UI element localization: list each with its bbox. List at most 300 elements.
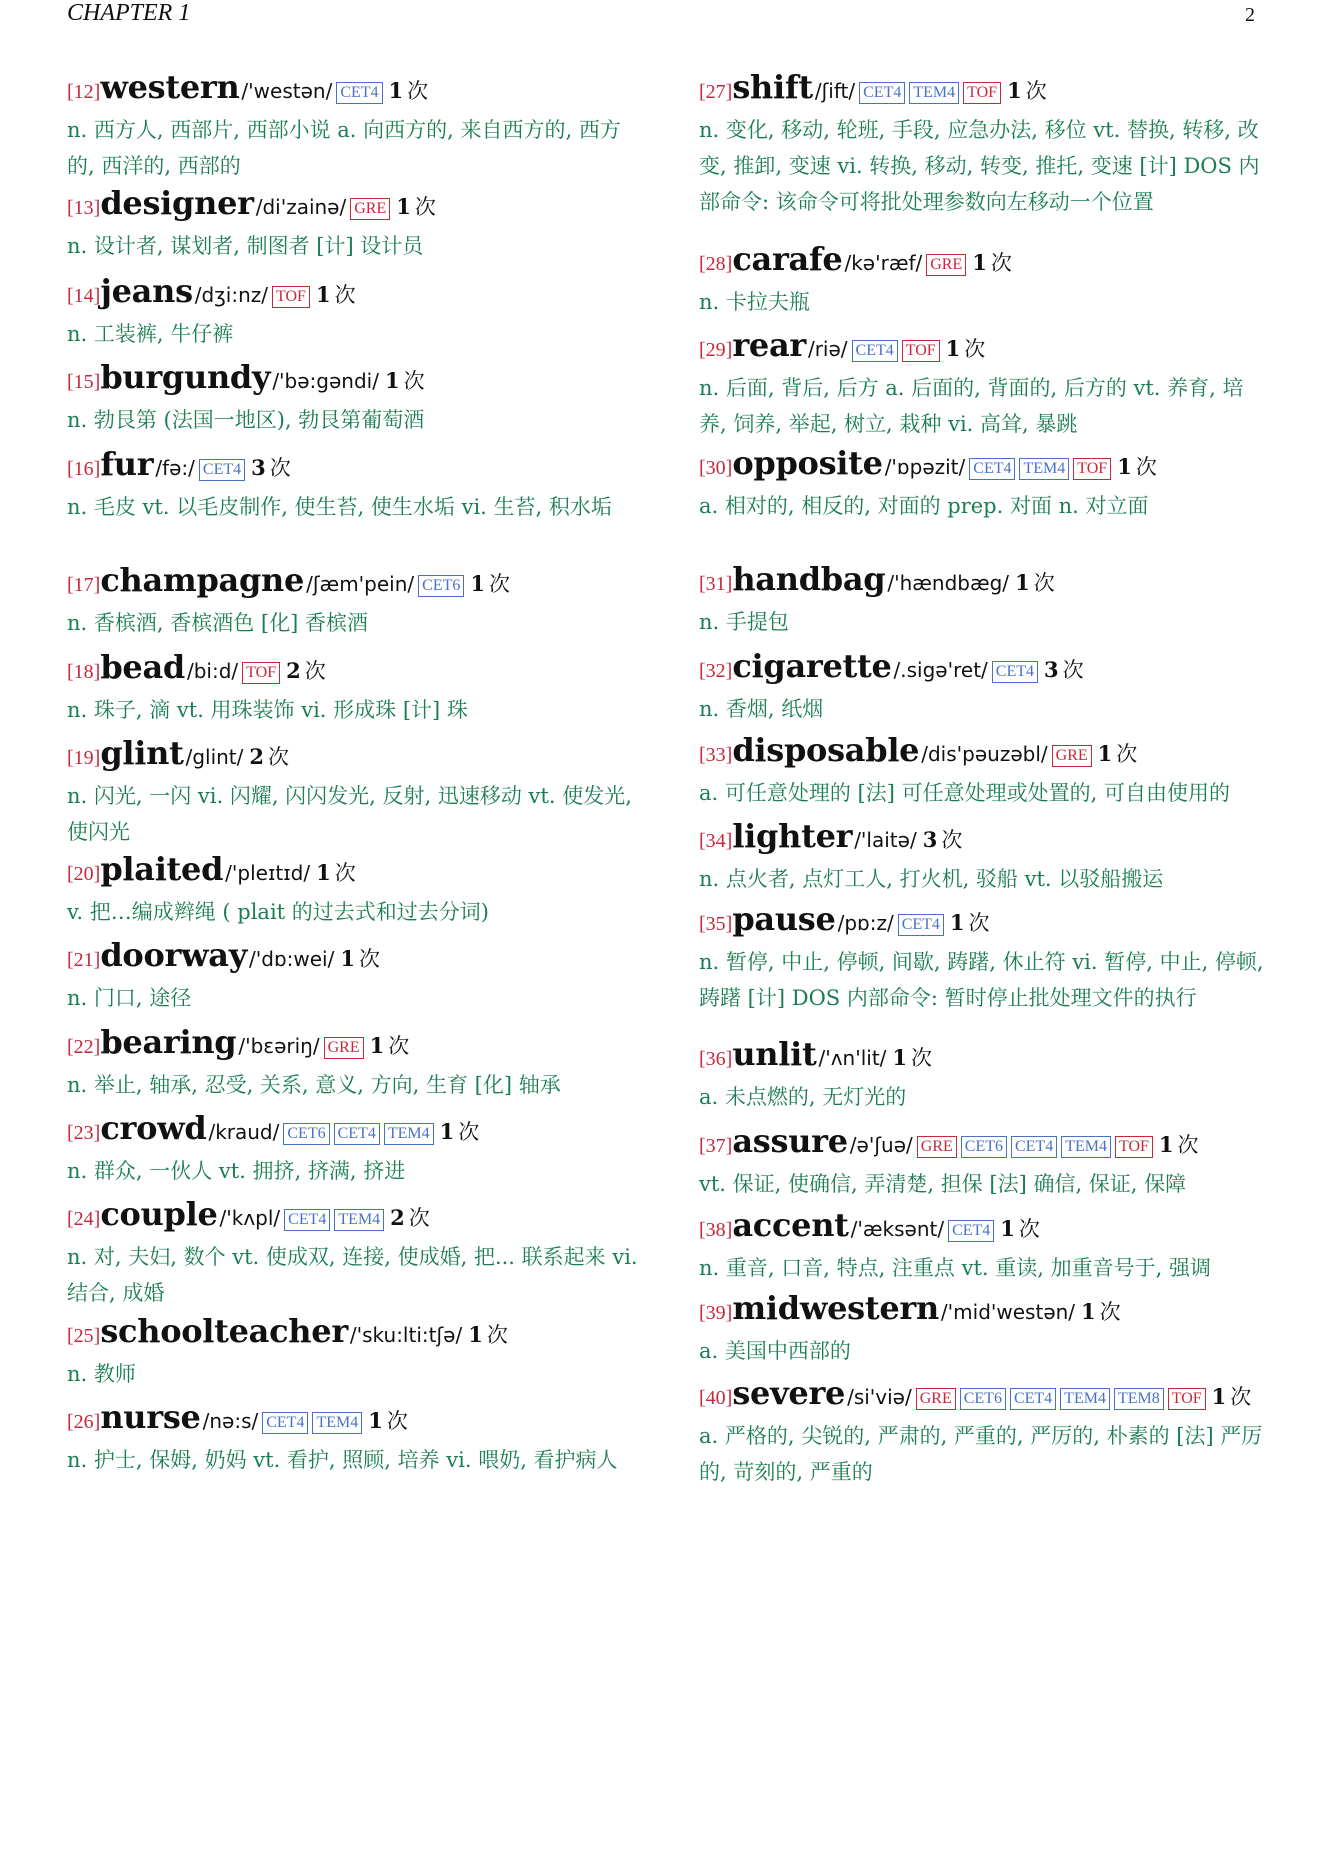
phonetic: /'bə:gəndi/ [272, 369, 379, 393]
entry-head [699, 647, 1271, 691]
frequency-count: 1 [949, 910, 965, 935]
headword: cigarette [732, 647, 892, 685]
exam-tag: GRE [1052, 745, 1092, 767]
headword: pause [732, 900, 836, 938]
entry-index: [21] [67, 949, 101, 971]
exam-tag: GRE [926, 254, 966, 276]
definition: n. 香槟酒, 香槟酒色 [化] 香槟酒 [67, 611, 368, 635]
phonetic: /fə:/ [155, 456, 195, 480]
frequency-count: 1 [340, 946, 355, 971]
frequency-count: 1 [892, 1045, 908, 1070]
exam-tag: TEM4 [1019, 458, 1069, 480]
entry-index: [31] [699, 573, 733, 595]
frequency-unit: 次 [1033, 571, 1055, 595]
entry-head [67, 1312, 639, 1356]
definition: a. 未点燃的, 无灯光的 [699, 1085, 907, 1109]
exam-tag: CET4 [1010, 1388, 1056, 1410]
exam-tag: CET4 [284, 1209, 330, 1231]
frequency-unit: 次 [486, 1323, 508, 1347]
definition: n. 手提包 [699, 610, 789, 634]
definition: a. 可任意处理的 [法] 可任意处理或处置的, 可自由使用的 [699, 781, 1230, 805]
vocab-entry [699, 900, 1271, 1016]
headword: nurse [100, 1398, 201, 1436]
frequency-unit: 次 [1177, 1133, 1199, 1157]
exam-tag: CET4 [859, 82, 905, 104]
vocab-entry [67, 272, 639, 352]
frequency-unit: 次 [990, 251, 1012, 275]
exam-tag: CET4 [334, 1123, 380, 1145]
headword: doorway [100, 936, 248, 974]
headword: western [100, 68, 240, 106]
exam-tag: CET4 [948, 1220, 994, 1242]
definition: n. 门口, 途径 [67, 986, 192, 1010]
vocab-entry [67, 68, 639, 184]
definition: n. 护士, 保姆, 奶妈 vt. 看护, 照顾, 培养 vi. 喂奶, 看护病人 [67, 1448, 618, 1472]
entry-head [699, 444, 1271, 488]
frequency [385, 369, 425, 393]
definition: n. 变化, 移动, 轮班, 手段, 应急办法, 移位 vt. 替换, 转移, 改变, 推卸, 变速 vi. 转换, 移动, 转变, 推托, 变速 [计] DOS 内部命令: 该命令可将批处理参数向左移动一个位置 [699, 118, 1260, 214]
vocab-entry [67, 1023, 639, 1103]
frequency-unit: 次 [1116, 742, 1138, 766]
exam-tag: CET4 [1011, 1136, 1057, 1158]
vocab-entry [699, 326, 1271, 442]
vocab-entry [67, 648, 639, 728]
frequency-unit: 次 [414, 195, 436, 219]
entry-index: [19] [67, 747, 101, 769]
headword: glint [100, 734, 184, 772]
entry-index: [23] [67, 1122, 101, 1144]
frequency [1117, 455, 1157, 479]
headword: assure [732, 1122, 848, 1160]
vocab-entry [67, 561, 639, 641]
headword: bead [100, 648, 185, 686]
definition: n. 香烟, 纸烟 [699, 697, 824, 721]
phonetic: /'bɛəriŋ/ [238, 1034, 320, 1058]
entry-head [699, 1374, 1271, 1418]
entry-index: [15] [67, 371, 101, 393]
definition: n. 珠子, 滴 vt. 用珠装饰 vi. 形成珠 [计] 珠 [67, 698, 468, 722]
exam-tag: CET4 [969, 458, 1015, 480]
phonetic: /'hændbæg/ [887, 571, 1010, 595]
entry-index: [40] [699, 1387, 733, 1409]
vocab-entry [699, 68, 1271, 220]
definition: n. 对, 夫妇, 数个 vt. 使成双, 连接, 使成婚, 把... 联系起来 vi. 结合, 成婚 [67, 1245, 638, 1305]
entry-head [699, 1206, 1271, 1250]
entry-head [699, 1122, 1271, 1166]
phonetic: /dʒi:nz/ [194, 283, 268, 307]
entry-index: [27] [699, 81, 733, 103]
definition: n. 群众, 一伙人 vt. 拥挤, 挤满, 挤进 [67, 1159, 406, 1183]
vocab-entry [699, 240, 1271, 320]
vocab-entry [67, 1195, 639, 1311]
frequency-count: 1 [396, 194, 411, 219]
frequency [316, 283, 356, 307]
vocab-entry [699, 1035, 1271, 1115]
exam-tag: CET6 [961, 1136, 1007, 1158]
definition: n. 暂停, 中止, 停顿, 间歇, 踌躇, 休止符 vi. 暂停, 中止, 停顿, 踌躇 [计] DOS 内部命令: 暂时停止批处理文件的执行 [699, 950, 1264, 1010]
definition: n. 举止, 轴承, 忍受, 关系, 意义, 方向, 生育 [化] 轴承 [67, 1073, 561, 1097]
definition: n. 西方人, 西部片, 西部小说 a. 向西方的, 来自西方的, 西方的, 西洋的, 西部的 [67, 118, 621, 178]
definition: vt. 保证, 使确信, 弄清楚, 担保 [法] 确信, 保证, 保障 [699, 1172, 1187, 1196]
vocab-entry [699, 1206, 1271, 1286]
vocab-entry [699, 647, 1271, 727]
frequency-count: 1 [1158, 1132, 1174, 1157]
entry-head [67, 561, 639, 605]
frequency [316, 861, 356, 885]
headword: bearing [100, 1023, 237, 1061]
headword: severe [732, 1374, 846, 1412]
exam-tag: GRE [350, 198, 390, 220]
frequency-unit: 次 [1230, 1385, 1252, 1409]
entry-index: [39] [699, 1302, 733, 1324]
exam-tag: TOF [1073, 458, 1111, 480]
vocab-entry [699, 444, 1271, 524]
frequency [1007, 79, 1047, 103]
entry-head [699, 817, 1271, 861]
frequency [1000, 1217, 1040, 1241]
frequency-count: 1 [388, 78, 404, 103]
frequency-count: 1 [315, 282, 331, 307]
frequency-unit: 次 [1135, 455, 1157, 479]
headword: rear [732, 326, 806, 364]
exam-tag: TEM4 [384, 1123, 434, 1145]
frequency-count: 1 [1097, 741, 1113, 766]
frequency-count: 1 [316, 860, 331, 885]
entry-index: [13] [67, 197, 101, 219]
frequency-unit: 次 [1062, 658, 1084, 682]
definition: n. 卡拉夫瓶 [699, 290, 810, 314]
frequency-count: 1 [369, 1033, 385, 1058]
frequency-unit: 次 [964, 337, 986, 361]
frequency-count: 1 [470, 571, 485, 596]
exam-tag: CET4 [898, 914, 944, 936]
exam-tag: CET6 [283, 1123, 329, 1145]
vocab-entry [67, 1109, 639, 1189]
phonetic: /kraud/ [208, 1120, 280, 1144]
phonetic: /dis'pəuzəbl/ [921, 742, 1048, 766]
frequency-count: 1 [384, 368, 400, 393]
entry-head [67, 850, 639, 894]
entry-index: [24] [67, 1208, 101, 1230]
frequency-unit: 次 [407, 79, 429, 103]
entry-index: [37] [699, 1135, 733, 1157]
frequency-count: 1 [1211, 1384, 1227, 1409]
frequency [1212, 1385, 1252, 1409]
headword: unlit [732, 1035, 817, 1073]
frequency [923, 828, 963, 852]
vocab-entry [67, 1398, 639, 1478]
chapter-label: CHAPTER 1 [67, 0, 191, 26]
exam-tag: TOF [902, 340, 940, 362]
entry-head [67, 734, 639, 778]
frequency-count: 1 [1081, 1299, 1096, 1324]
phonetic: /ʃæm'pein/ [306, 572, 415, 596]
entry-index: [29] [699, 339, 733, 361]
exam-tag: TOF [242, 662, 280, 684]
frequency [950, 911, 990, 935]
frequency [249, 745, 289, 769]
frequency-unit: 次 [269, 456, 291, 480]
entry-head [67, 1109, 639, 1153]
phonetic: /'ʌn'lit/ [818, 1046, 887, 1070]
phonetic: /'mid'westən/ [940, 1300, 1076, 1324]
exam-tag: TEM4 [312, 1412, 362, 1434]
entry-index: [16] [67, 458, 101, 480]
frequency [390, 1206, 430, 1230]
frequency-count: 2 [390, 1205, 405, 1230]
frequency-count: 3 [1044, 657, 1059, 682]
headword: couple [100, 1195, 218, 1233]
definition: n. 勃艮第 (法国一地区), 勃艮第葡萄酒 [67, 408, 425, 432]
entry-head [699, 1035, 1271, 1079]
frequency-unit: 次 [268, 745, 290, 769]
entry-head [67, 936, 639, 980]
frequency [1098, 742, 1138, 766]
entry-head [699, 731, 1271, 775]
entry-head [699, 1289, 1271, 1333]
frequency-unit: 次 [388, 1034, 410, 1058]
headword: lighter [732, 817, 853, 855]
definition: n. 工装裤, 牛仔裤 [67, 322, 234, 346]
frequency [340, 947, 380, 971]
frequency [251, 456, 291, 480]
page-header [67, 0, 1255, 30]
phonetic: /'laitə/ [854, 828, 917, 852]
entry-index: [30] [699, 457, 733, 479]
phonetic: /ʃift/ [814, 79, 856, 103]
definition: n. 后面, 背后, 后方 a. 后面的, 背面的, 后方的 vt. 养育, 培养, 饲养, 举起, 树立, 栽种 vi. 高耸, 暴跳 [699, 376, 1244, 436]
entry-head [699, 900, 1271, 944]
entry-head [67, 358, 639, 402]
vocab-entry [699, 731, 1271, 811]
entry-head [67, 1398, 639, 1442]
frequency-unit: 次 [386, 1409, 408, 1433]
frequency-unit: 次 [941, 828, 963, 852]
entry-head [67, 648, 639, 692]
entry-head [699, 560, 1271, 604]
entry-head [67, 445, 639, 489]
headword: fur [100, 445, 154, 483]
entry-head [67, 68, 639, 112]
vocab-entry [67, 358, 639, 438]
exam-tag: TOF [1115, 1136, 1153, 1158]
definition: a. 美国中西部的 [699, 1339, 851, 1363]
frequency [370, 1034, 410, 1058]
frequency [946, 337, 986, 361]
frequency-count: 1 [1015, 570, 1030, 595]
definition: n. 教师 [67, 1362, 136, 1386]
exam-tag: GRE [324, 1037, 364, 1059]
phonetic: /bi:d/ [186, 659, 239, 683]
vocab-entry [67, 850, 639, 930]
headword: midwestern [732, 1289, 939, 1327]
frequency-count: 1 [368, 1408, 383, 1433]
phonetic: /nə:s/ [202, 1409, 259, 1433]
vocab-entry [67, 936, 639, 1016]
phonetic: /'ɒpəzit/ [884, 455, 966, 479]
frequency [1159, 1133, 1199, 1157]
frequency-unit: 次 [334, 283, 356, 307]
entry-index: [38] [699, 1219, 733, 1241]
headword: plaited [100, 850, 224, 888]
phonetic: /di'zainə/ [255, 195, 347, 219]
headword: handbag [732, 560, 886, 598]
definition: n. 闪光, 一闪 vi. 闪耀, 闪闪发光, 反射, 迅速移动 vt. 使发光, 使闪光 [67, 784, 632, 844]
vocab-entry [699, 1289, 1271, 1369]
exam-tag: TEM8 [1114, 1388, 1164, 1410]
exam-tag: CET4 [262, 1412, 308, 1434]
exam-tag: CET6 [418, 575, 464, 597]
phonetic: /glint/ [185, 745, 244, 769]
phonetic: /si'viə/ [847, 1385, 912, 1409]
phonetic: /pɒ:z/ [837, 911, 894, 935]
entry-head [699, 68, 1271, 112]
phonetic: /.sigə'ret/ [893, 658, 988, 682]
vocab-entry [67, 734, 639, 850]
frequency-unit: 次 [403, 369, 425, 393]
definition: n. 点火者, 点灯工人, 打火机, 驳船 vt. 以驳船搬运 [699, 867, 1164, 891]
definition: a. 严格的, 尖锐的, 严肃的, 严重的, 严厉的, 朴素的 [法] 严厉的, 苛刻的, 严重的 [699, 1424, 1263, 1484]
headword: opposite [732, 444, 883, 482]
frequency-unit: 次 [911, 1046, 933, 1070]
frequency-unit: 次 [358, 947, 380, 971]
frequency-count: 1 [1117, 454, 1132, 479]
phonetic: /'westən/ [241, 79, 333, 103]
entry-index: [12] [67, 81, 101, 103]
frequency [468, 1323, 508, 1347]
entry-head [67, 272, 639, 316]
frequency-unit: 次 [304, 659, 326, 683]
phonetic: /riə/ [807, 337, 848, 361]
entry-index: [26] [67, 1411, 101, 1433]
frequency-count: 1 [972, 250, 987, 275]
vocab-entry [699, 560, 1271, 640]
exam-tag: CET4 [852, 340, 898, 362]
vocab-entry [67, 184, 639, 264]
headword: burgundy [100, 358, 271, 396]
exam-tag: TEM4 [909, 82, 959, 104]
entry-index: [22] [67, 1036, 101, 1058]
phonetic: /'sku:lti:tʃə/ [349, 1323, 463, 1347]
definition: a. 相对的, 相反的, 对面的 prep. 对面 n. 对立面 [699, 494, 1149, 518]
entry-head [699, 326, 1271, 370]
headword: carafe [732, 240, 843, 278]
frequency-count: 1 [1007, 78, 1022, 103]
headword: designer [100, 184, 254, 222]
exam-tag: CET4 [199, 459, 245, 481]
headword: champagne [100, 561, 305, 599]
frequency [389, 79, 429, 103]
entry-head [699, 240, 1271, 284]
vocab-entry [699, 1374, 1271, 1490]
frequency [396, 195, 436, 219]
phonetic: /kə'ræf/ [844, 251, 923, 275]
definition: n. 毛皮 vt. 以毛皮制作, 使生苔, 使生水垢 vi. 生苔, 积水垢 [67, 495, 612, 519]
phonetic: /'pleɪtɪd/ [225, 861, 311, 885]
entry-index: [14] [67, 285, 101, 307]
entry-index: [28] [699, 253, 733, 275]
frequency [368, 1409, 408, 1433]
vocab-entry [67, 1312, 639, 1392]
definition: n. 重音, 口音, 特点, 注重点 vt. 重读, 加重音号于, 强调 [699, 1256, 1211, 1280]
frequency-count: 2 [286, 658, 301, 683]
phonetic: /ə'ʃuə/ [849, 1133, 913, 1157]
frequency-unit: 次 [968, 911, 990, 935]
headword: crowd [100, 1109, 207, 1147]
entry-index: [36] [699, 1048, 733, 1070]
exam-tag: CET6 [960, 1388, 1006, 1410]
entry-head [67, 184, 639, 228]
entry-index: [25] [67, 1325, 101, 1347]
frequency-count: 3 [251, 455, 266, 480]
frequency-unit: 次 [458, 1120, 480, 1144]
phonetic: /'kʌpl/ [219, 1206, 281, 1230]
frequency-count: 1 [1000, 1216, 1015, 1241]
entry-index: [33] [699, 744, 733, 766]
frequency [470, 572, 510, 596]
entry-index: [32] [699, 660, 733, 682]
exam-tag: TEM4 [334, 1209, 384, 1231]
frequency [892, 1046, 932, 1070]
vocab-entry [67, 445, 639, 525]
frequency [440, 1120, 480, 1144]
phonetic: /'æksənt/ [850, 1217, 945, 1241]
frequency-unit: 次 [1025, 79, 1047, 103]
frequency-count: 3 [922, 827, 938, 852]
vocab-entry [699, 1122, 1271, 1202]
frequency [1081, 1300, 1121, 1324]
vocab-entry [699, 817, 1271, 897]
frequency-unit: 次 [488, 572, 510, 596]
frequency-count: 1 [468, 1322, 483, 1347]
exam-tag: GRE [916, 1388, 956, 1410]
headword: accent [732, 1206, 849, 1244]
exam-tag: TOF [1168, 1388, 1206, 1410]
headword: schoolteacher [100, 1312, 348, 1350]
definition: n. 设计者, 谋划者, 制图者 [计] 设计员 [67, 234, 424, 258]
frequency-count: 2 [249, 744, 265, 769]
exam-tag: CET4 [336, 82, 382, 104]
entry-head [67, 1023, 639, 1067]
frequency-unit: 次 [334, 861, 356, 885]
headword: shift [732, 68, 813, 106]
frequency-count: 1 [945, 336, 961, 361]
entry-index: [18] [67, 661, 101, 683]
exam-tag: TEM4 [1060, 1388, 1110, 1410]
frequency-count: 1 [439, 1119, 455, 1144]
exam-tag: CET4 [992, 661, 1038, 683]
entry-index: [35] [699, 913, 733, 935]
exam-tag: GRE [917, 1136, 957, 1158]
frequency-unit: 次 [1099, 1300, 1121, 1324]
phonetic: /'dɒ:wei/ [249, 947, 335, 971]
headword: jeans [100, 272, 193, 310]
entry-index: [34] [699, 830, 733, 852]
frequency [1015, 571, 1055, 595]
frequency [1044, 658, 1084, 682]
exam-tag: TOF [963, 82, 1001, 104]
frequency [286, 659, 326, 683]
page-number: 2 [1245, 4, 1255, 26]
entry-head [67, 1195, 639, 1239]
entry-index: [17] [67, 574, 101, 596]
frequency-unit: 次 [408, 1206, 430, 1230]
exam-tag: TOF [272, 286, 310, 308]
entry-index: [20] [67, 863, 101, 885]
frequency [972, 251, 1012, 275]
frequency-unit: 次 [1018, 1217, 1040, 1241]
exam-tag: TEM4 [1061, 1136, 1111, 1158]
